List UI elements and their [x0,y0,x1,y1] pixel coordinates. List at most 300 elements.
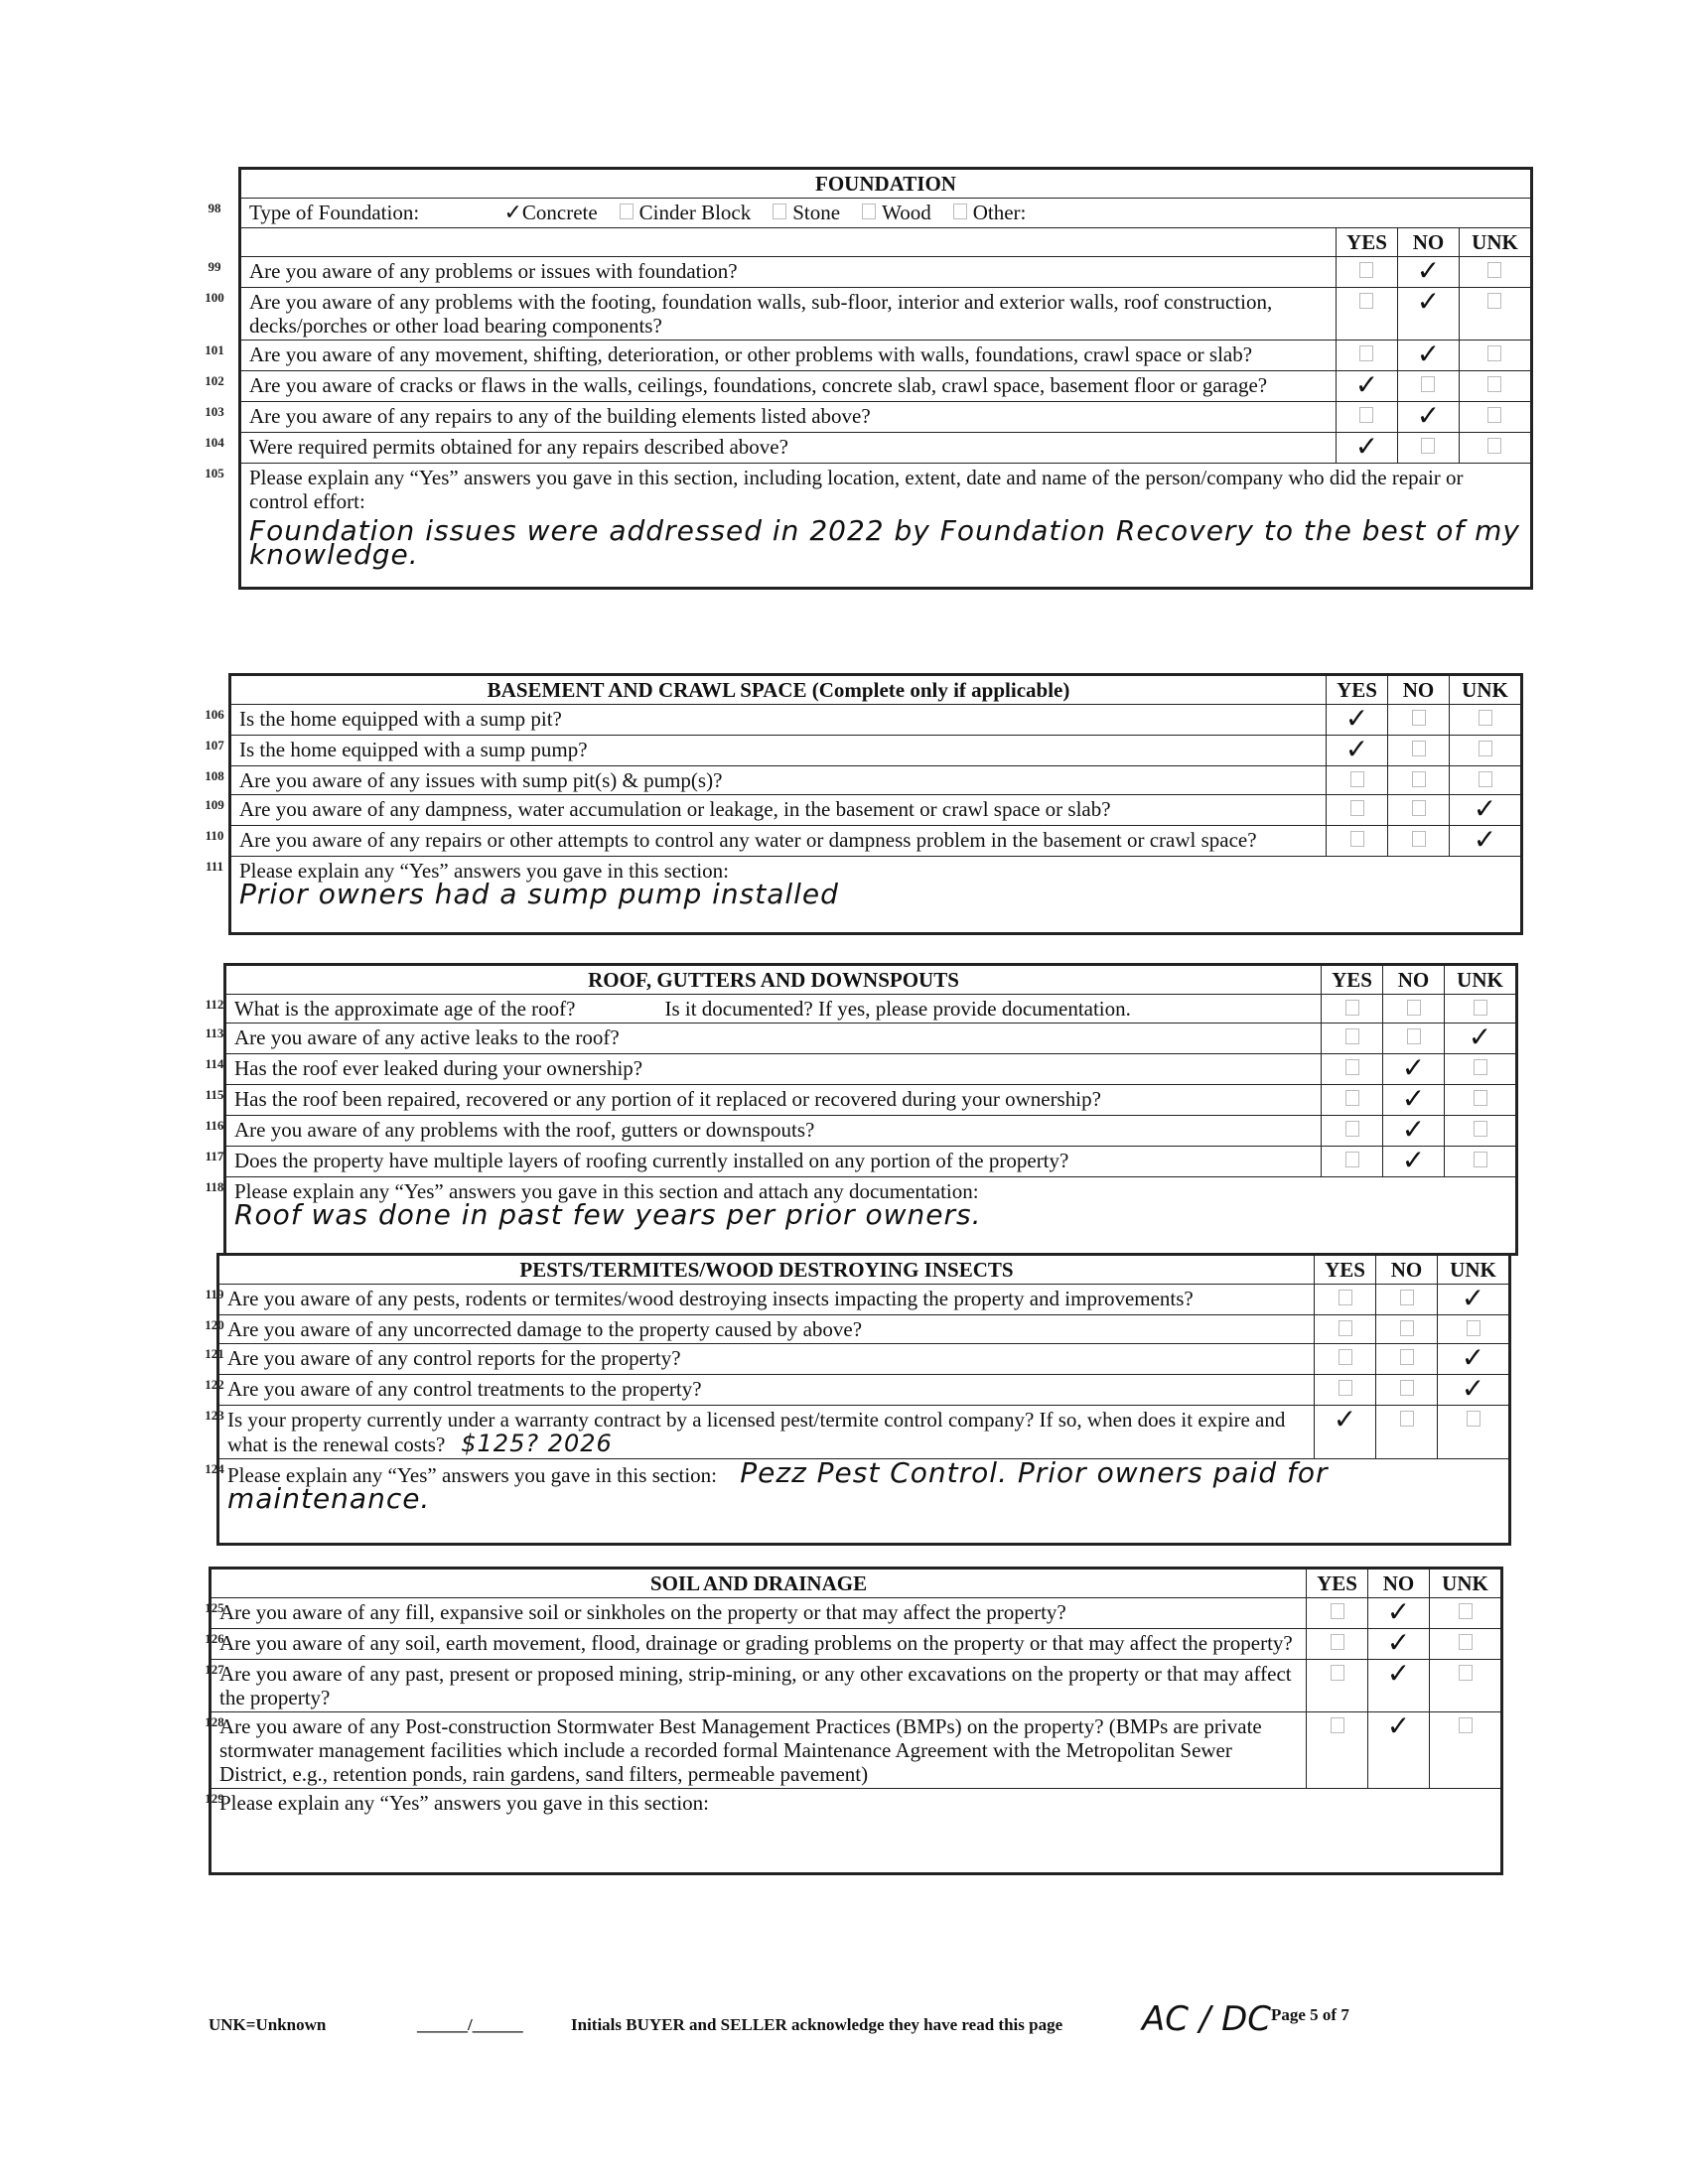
question-label: Are you aware of any repairs to any of the building elements listed above? [249,404,871,428]
answer-yes-checkbox[interactable] [1315,1403,1376,1459]
answer-yes-checkbox[interactable] [1322,1147,1383,1177]
answer-unk-checkbox[interactable] [1430,1712,1501,1789]
line-number: 125 [205,1599,224,1615]
col-yes: YES [1327,676,1388,705]
answer-no-checkbox[interactable] [1383,1051,1445,1085]
empty-box-icon [1407,1000,1421,1016]
answer-yes-checkbox[interactable] [1307,1598,1368,1629]
question-row [241,433,1531,464]
question-label: Does the property have multiple layers of roofing currently installed on any portion of the property? [234,1149,1069,1172]
foundation-type-options [503,201,1048,224]
answer-no-checkbox[interactable] [1368,1626,1430,1660]
question-row [226,1085,1516,1116]
empty-box-icon [1412,800,1426,816]
answer-no-checkbox[interactable] [1376,1285,1438,1315]
question-row [241,341,1531,371]
empty-box-icon [1400,1411,1414,1427]
question-label: Are you aware of any issues with sump pit(s) & pump(s)? [239,768,723,792]
empty-box-icon [1487,262,1501,278]
explain-prompt: Please explain any “Yes” answers you gave in this section: [219,1791,710,1815]
foundation-type-option-label: Concrete [521,201,598,224]
answer-no-checkbox[interactable] [1397,399,1459,433]
foundation-table [240,169,1531,588]
foundation-type-option-label: Cinder Block [638,201,752,224]
answer-yes-checkbox[interactable] [1327,702,1388,736]
col-unk: UNK [1459,228,1530,257]
col-unk: UNK [1450,676,1521,705]
answer-no-checkbox[interactable] [1397,254,1459,288]
section-title: FOUNDATION [241,170,1531,199]
line-number: 108 [205,767,224,783]
answer-unk-checkbox[interactable] [1438,1315,1509,1344]
empty-box-icon [1345,1059,1359,1075]
answer-unk-checkbox[interactable] [1459,288,1530,341]
col-yes: YES [1307,1570,1368,1598]
foundation-type-option[interactable] [503,201,597,224]
question-row [231,705,1521,736]
question-row [241,402,1531,433]
answer-unk-checkbox[interactable] [1430,1629,1501,1660]
line-number: 106 [205,706,224,722]
question-row [226,1147,1516,1177]
question-text [241,371,1337,402]
answer-no-checkbox[interactable] [1383,1024,1445,1054]
line-number: 124 [205,1460,224,1476]
answer-unk-checkbox[interactable] [1459,433,1530,464]
explain-box [241,464,1531,588]
question-label: Are you aware of any problems with the roof, gutters or downspouts? [234,1118,815,1142]
explain-box [231,857,1521,933]
line-number: 109 [205,796,224,812]
answer-yes-checkbox[interactable] [1336,368,1397,402]
answer-no-checkbox[interactable] [1376,1406,1438,1459]
empty-box-icon [1339,1320,1352,1336]
check-icon: ✓ [1354,368,1379,401]
col-yes: YES [1322,966,1383,995]
check-icon: ✓ [1416,285,1441,318]
empty-box-icon [1479,771,1492,787]
foundation-type-option-label: Stone [792,201,841,224]
empty-box-icon [1487,293,1501,309]
line-number: 100 [205,289,224,305]
answer-no-checkbox[interactable] [1388,766,1450,795]
line-number: 107 [205,737,224,752]
col-unk: UNK [1438,1256,1509,1285]
question-text [226,1116,1322,1147]
answer-yes-checkbox[interactable] [1327,766,1388,795]
empty-box-icon [1339,1290,1352,1305]
empty-box-icon [1400,1290,1414,1305]
empty-box-icon [1487,438,1501,454]
empty-box-icon [1345,1121,1359,1137]
answer-no-checkbox[interactable] [1388,826,1450,857]
answer-unk-checkbox[interactable] [1459,371,1530,402]
question-label: Are you aware of any problems with the footing, foundation walls, sub-floor, interior and exterior walls, roof construction, decks/porches or other load bearing components? [249,290,1273,338]
answer-no-checkbox[interactable] [1388,736,1450,766]
answer-no-checkbox[interactable] [1388,705,1450,736]
question-text [241,402,1337,433]
question-row [212,1712,1501,1789]
explain-box [226,1177,1516,1254]
question-text [226,995,1322,1024]
answer-unk-checkbox[interactable] [1445,1085,1516,1116]
answer-yes-checkbox[interactable] [1327,795,1388,826]
question-row [226,1116,1516,1147]
question-text [241,288,1337,341]
question-label: Is your property currently under a warranty contract by a licensed pest/termite control company? If so, when does it expire and what is the renewal costs? [227,1408,1286,1456]
empty-box-icon [1487,407,1501,423]
foundation-type-label: Type of Foundation: [249,201,420,224]
check-icon: ✓ [1416,338,1441,370]
empty-box-icon [1479,741,1492,756]
check-icon: ✓ [1386,1709,1411,1742]
basement-table [230,675,1521,933]
check-icon: ✓ [1386,1626,1411,1659]
answer-no-checkbox[interactable] [1383,1082,1445,1116]
question-row [212,1598,1501,1629]
question-label: Are you aware of any problems or issues with foundation? [249,259,738,283]
explain-prompt: Please explain any “Yes” answers you gave in this section and attach any documentation: [234,1179,979,1203]
line-number: 99 [208,258,221,274]
answer-yes-checkbox[interactable] [1322,1024,1383,1054]
question-label: Is the home equipped with a sump pit? [239,707,562,731]
answer-unk-checkbox[interactable] [1459,257,1530,288]
answer-yes-checkbox[interactable] [1307,1629,1368,1660]
answer-no-checkbox[interactable] [1383,995,1445,1024]
answer-yes-checkbox[interactable] [1336,402,1397,433]
answer-unk-checkbox[interactable] [1445,1021,1516,1054]
foundation-type-option-label: Wood [882,201,931,224]
empty-box-icon [1467,1411,1480,1427]
col-unk: UNK [1445,966,1516,995]
empty-box-icon [1345,1000,1359,1016]
answer-yes-checkbox[interactable] [1336,341,1397,371]
col-yes: YES [1336,228,1397,257]
handwritten-answer[interactable]: Foundation issues were addressed in 2022 by Foundation Recovery to the best of my knowledge. [249,514,1520,571]
answer-no-checkbox[interactable] [1368,1709,1430,1789]
question-row [219,1315,1509,1344]
empty-box-icon [1400,1320,1414,1336]
answer-no-checkbox[interactable] [1376,1344,1438,1375]
answer-yes-checkbox[interactable] [1336,257,1397,288]
question-label: Are you aware of any movement, shifting, deterioration, or other problems with walls, foundations, crawl space or slab? [249,342,1253,366]
empty-box-icon [1400,1380,1414,1396]
empty-box-icon [1479,710,1492,726]
check-icon: ✓ [1461,1341,1485,1374]
answer-unk-checkbox[interactable] [1450,705,1521,736]
answer-unk-checkbox[interactable] [1450,823,1521,857]
handwritten-note[interactable]: $125? 2026 [461,1430,613,1457]
empty-box-icon [1412,710,1426,726]
question-label: Is the home equipped with a sump pump? [239,738,588,761]
foundation-section [238,167,1533,590]
answer-yes-checkbox[interactable] [1322,1085,1383,1116]
question-label: Has the roof been repaired, recovered or any portion of it replaced or recovered during your ownership? [234,1087,1101,1111]
empty-box-icon [1487,345,1501,361]
question-text [219,1285,1315,1315]
question-sub-label: Is it documented? If yes, please provide documentation. [664,997,1131,1021]
foundation-type-option[interactable] [953,201,1027,224]
check-icon: ✓ [503,201,522,225]
question-text [231,766,1327,795]
empty-box-icon [620,204,634,219]
section-title: PESTS/TERMITES/WOOD DESTROYING INSECTS [219,1256,1315,1285]
col-no: NO [1397,228,1459,257]
empty-box-icon [1421,438,1435,454]
answer-no-checkbox[interactable] [1397,285,1459,341]
question-row [219,1285,1509,1315]
foundation-type-option[interactable] [773,201,840,224]
check-icon: ✓ [1468,1021,1492,1053]
check-icon: ✓ [1401,1051,1426,1084]
empty-box-icon [1459,1634,1473,1650]
answer-yes-checkbox[interactable] [1315,1375,1376,1406]
question-row [219,1406,1509,1459]
answer-unk-checkbox[interactable] [1438,1341,1509,1375]
empty-box-icon [1339,1380,1352,1396]
answer-unk-checkbox[interactable] [1450,736,1521,766]
check-icon: ✓ [1386,1595,1411,1628]
line-number: 129 [205,1790,224,1806]
question-row [241,257,1531,288]
question-text [241,341,1337,371]
question-text [219,1344,1315,1375]
question-text [212,1598,1307,1629]
check-icon: ✓ [1401,1144,1426,1176]
question-row [226,995,1516,1024]
explain-box [219,1456,1509,1544]
answer-no-checkbox[interactable] [1376,1315,1438,1344]
empty-box-icon [1474,1000,1487,1016]
question-row [212,1629,1501,1660]
check-icon: ✓ [1461,1282,1485,1314]
empty-box-icon [1345,1028,1359,1044]
line-number: 112 [205,996,224,1012]
question-text [226,1147,1322,1177]
question-label: Are you aware of any Post-construction Stormwater Best Management Practices (BMPs) on the property? (BMPs are private stormwater management facilities which include a recorded formal Maintenance Agreement with the Metropolitan Sewer District, e.g., retention ponds, rain gardens, sand filters, permeable pavement) [219,1714,1262,1786]
answer-no-checkbox[interactable] [1383,1113,1445,1147]
answer-yes-checkbox[interactable] [1322,1116,1383,1147]
line-number: 105 [205,465,224,480]
question-text [219,1406,1315,1459]
explain-prompt: Please explain any “Yes” answers you gave in this section: [239,859,730,883]
empty-box-icon [1331,1634,1344,1650]
empty-box-icon [1345,1090,1359,1106]
check-icon: ✓ [1461,1372,1485,1405]
question-label: What is the approximate age of the roof? [234,997,576,1021]
explain-box [212,1789,1501,1873]
answer-unk-checkbox[interactable] [1438,1282,1509,1315]
answer-yes-checkbox[interactable] [1336,430,1397,464]
line-number: 114 [205,1055,224,1071]
foundation-type-option-label: Other: [972,201,1027,224]
line-number: 102 [205,372,224,388]
answer-yes-checkbox[interactable] [1336,288,1397,341]
empty-box-icon [1350,800,1364,816]
footer-initials-blank[interactable]: ______/______ [417,2015,523,2034]
question-text [212,1660,1307,1712]
line-number: 116 [205,1117,224,1133]
answer-yes-checkbox[interactable] [1315,1285,1376,1315]
pests-section [216,1253,1511,1546]
empty-box-icon [953,204,967,219]
answer-unk-checkbox[interactable] [1445,1116,1516,1147]
question-text [241,433,1337,464]
line-number: 98 [208,200,221,215]
empty-box-icon [1331,1717,1344,1733]
line-number: 128 [205,1713,224,1729]
question-row [226,1054,1516,1085]
answer-yes-checkbox[interactable] [1307,1712,1368,1789]
line-number: 110 [205,827,224,843]
check-icon: ✓ [1416,399,1441,432]
answer-yes-checkbox[interactable] [1327,826,1388,857]
question-label: Are you aware of any control treatments to the property? [227,1377,702,1401]
question-text [226,1085,1322,1116]
empty-box-icon [1331,1665,1344,1681]
soil-section [209,1567,1503,1875]
answer-unk-checkbox[interactable] [1438,1406,1509,1459]
footer-legend: UNK=Unknown [209,2015,327,2034]
answer-no-checkbox[interactable] [1397,371,1459,402]
empty-box-icon [1459,1665,1473,1681]
check-icon: ✓ [1416,254,1441,287]
answer-no-checkbox[interactable] [1388,795,1450,826]
empty-box-icon [1412,741,1426,756]
explain-prompt: Please explain any “Yes” answers you gave in this section, including location, extent, date and name of the person/company who did the repair or control effort: [249,466,1464,513]
empty-box-icon [1359,293,1373,309]
question-row [231,736,1521,766]
answer-yes-checkbox[interactable] [1307,1660,1368,1712]
question-label: Are you aware of any repairs or other attempts to control any water or dampness problem in the basement or crawl space? [239,828,1257,852]
answer-unk-checkbox[interactable] [1430,1660,1501,1712]
question-row [219,1375,1509,1406]
empty-box-icon [1487,376,1501,392]
col-unk: UNK [1430,1570,1501,1598]
question-row [241,288,1531,341]
question-label: Are you aware of cracks or flaws in the walls, ceilings, foundations, concrete slab, crawl space, basement floor or garage? [249,373,1268,397]
question-label: Are you aware of any uncorrected damage to the property caused by above? [227,1317,863,1341]
line-number: 113 [205,1024,224,1040]
question-label: Are you aware of any active leaks to the roof? [234,1025,620,1049]
question-text [219,1315,1315,1344]
question-text [231,705,1327,736]
answer-yes-checkbox[interactable] [1322,1054,1383,1085]
empty-box-icon [1339,1349,1352,1365]
empty-box-icon [1407,1028,1421,1044]
question-text [231,795,1327,826]
empty-box-icon [773,204,786,219]
answer-no-checkbox[interactable] [1383,1144,1445,1177]
empty-box-icon [1412,831,1426,847]
empty-box-icon [1421,376,1435,392]
answer-yes-checkbox[interactable] [1322,995,1383,1024]
empty-box-icon [1359,262,1373,278]
foundation-type-option[interactable] [620,201,752,224]
empty-box-icon [1459,1717,1473,1733]
question-row [231,826,1521,857]
answer-unk-checkbox[interactable] [1445,1147,1516,1177]
answer-no-checkbox[interactable] [1397,433,1459,464]
section-title: SOIL AND DRAINAGE [212,1570,1307,1598]
line-number: 115 [205,1086,224,1102]
answer-unk-checkbox[interactable] [1450,792,1521,826]
col-no: NO [1376,1256,1438,1285]
pests-table [218,1255,1509,1544]
line-number: 126 [205,1630,224,1646]
soil-table [211,1569,1501,1873]
check-icon: ✓ [1344,733,1369,765]
question-label: Are you aware of any soil, earth movement, flood, drainage or grading problems on the property or that may affect the property? [219,1631,1293,1655]
answer-no-checkbox[interactable] [1397,338,1459,371]
empty-box-icon [1474,1152,1487,1167]
question-row [231,766,1521,795]
seller-initials-signature[interactable]: AC / DC [1142,1999,1271,2039]
line-number: 122 [205,1376,224,1392]
question-text [226,1054,1322,1085]
answer-unk-checkbox[interactable] [1459,402,1530,433]
handwritten-answer[interactable]: Prior owners had a sump pump installed [239,878,839,910]
answer-unk-checkbox[interactable] [1459,341,1530,371]
answer-yes-checkbox[interactable] [1327,733,1388,766]
explain-prompt: Please explain any “Yes” answers you gave in this section: [227,1463,718,1487]
question-row [212,1660,1501,1712]
answer-unk-checkbox[interactable] [1438,1372,1509,1406]
check-icon: ✓ [1333,1403,1357,1435]
question-label: Are you aware of any pests, rodents or termites/wood destroying insects impacting the property and improvements? [227,1287,1194,1310]
basement-section [228,673,1523,935]
line-number: 104 [205,434,224,450]
col-no: NO [1383,966,1445,995]
line-number: 123 [205,1407,224,1423]
handwritten-answer[interactable]: Roof was done in past few years per prior owners. [234,1198,982,1231]
line-number: 121 [205,1345,224,1361]
empty-box-icon [1400,1349,1414,1365]
answer-unk-checkbox[interactable] [1445,995,1516,1024]
answer-no-checkbox[interactable] [1376,1375,1438,1406]
page-number: Page 5 of 7 [1271,2005,1349,2024]
empty-box-icon [1412,771,1426,787]
answer-yes-checkbox[interactable] [1315,1315,1376,1344]
check-icon: ✓ [1344,702,1369,735]
answer-unk-checkbox[interactable] [1445,1054,1516,1085]
question-text [241,257,1337,288]
question-text [212,1712,1307,1789]
section-title: BASEMENT AND CRAWL SPACE (Complete only if applicable) [231,676,1327,705]
section-title: ROOF, GUTTERS AND DOWNSPOUTS [226,966,1322,995]
question-row [231,795,1521,826]
question-text [231,736,1327,766]
empty-box-icon [1350,831,1364,847]
question-label: Are you aware of any control reports for the property? [227,1346,681,1370]
answer-yes-checkbox[interactable] [1315,1344,1376,1375]
check-icon: ✓ [1473,823,1497,856]
empty-box-icon [1331,1603,1344,1619]
answer-no-checkbox[interactable] [1368,1657,1430,1712]
check-icon: ✓ [1401,1082,1426,1115]
answer-unk-checkbox[interactable] [1450,766,1521,795]
question-text [231,826,1327,857]
col-no: NO [1368,1570,1430,1598]
empty-box-icon [1474,1121,1487,1137]
empty-box-icon [1459,1603,1473,1619]
foundation-type-option[interactable] [862,201,931,224]
check-icon: ✓ [1386,1657,1411,1690]
handwritten-answer[interactable]: Pezz Pest Control. Prior owners paid for maintenance. [227,1456,1329,1515]
answer-no-checkbox[interactable] [1368,1595,1430,1629]
answer-unk-checkbox[interactable] [1430,1598,1501,1629]
question-text [212,1629,1307,1660]
